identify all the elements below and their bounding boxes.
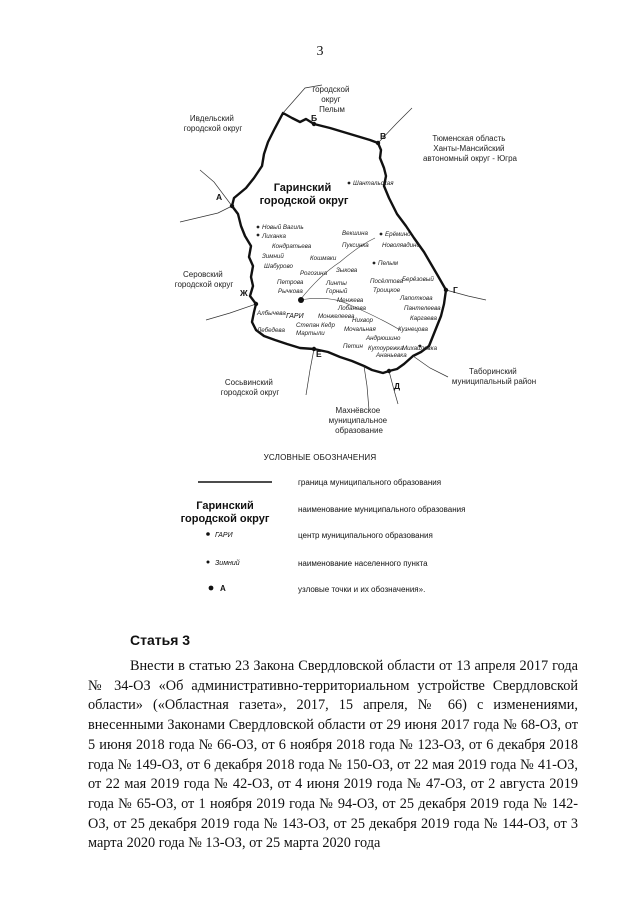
legend-desc-settlement: наименование населенного пункта — [298, 559, 428, 568]
settlement-label: Михайловка — [402, 345, 438, 352]
page-number: 3 — [316, 44, 324, 59]
neighbor-label-ivdel: Ивдельский городской округ — [183, 114, 243, 133]
legend-name-sample: Гаринский городской округ — [180, 500, 270, 525]
settlement-label: Горный — [326, 288, 348, 295]
node-label-b: Б — [311, 113, 318, 123]
settlement-label: Шабурово — [264, 263, 293, 270]
settlement-label: Лиханка — [262, 233, 286, 240]
settlement-label: Ананьевка — [376, 352, 407, 359]
settlement-label: Берёзовый — [402, 276, 434, 283]
settlement-label: Кузнецова — [398, 326, 428, 333]
center-marker — [298, 297, 304, 303]
settlement-label: Пуксинка — [342, 242, 369, 249]
settlement-label: Пантелеева — [404, 305, 441, 312]
settlement-label: Мартыли — [296, 330, 325, 337]
settlement-label: Рогозина — [300, 270, 328, 277]
settlement-label: Новолявдино — [382, 242, 420, 249]
legend-node-sample: А — [220, 584, 226, 593]
settlement-label: Нихвор — [352, 317, 373, 324]
settlement-label: Посёлтова — [370, 278, 404, 285]
settlement-label: Петрова — [277, 279, 304, 286]
settlement-label: Кондратьева — [272, 243, 312, 250]
district-name: Гаринский городской округ — [259, 182, 349, 207]
legend-node-dot — [209, 586, 214, 591]
legend-desc-center: центр муниципального образования — [298, 531, 433, 540]
node-label-e: Е — [316, 349, 322, 359]
settlement-label: Зимний — [262, 253, 284, 260]
settlement-label: Мочальная — [344, 326, 376, 333]
neighbor-label-pelym: городской округ Пелым — [312, 85, 350, 114]
article-paragraph: Внести в статью 23 Закона Свердловской области от 13 апреля 2017 года № 34-ОЗ «Об административно-территориальном устройстве Свердловской области» («Областная газета», 2017, 15 апреля, № 66) с изменениями, внесенными Законами Свердловской области от 29 июня 2017 года № 68-ОЗ, от 5 июня 2018 года № 66-ОЗ, от 6 ноября 2018 года № 123-ОЗ, от 6 декабря 2018 года № 149-ОЗ, от 6 декабря 2018 года № 150-ОЗ, от 22 мая 2019 года № 41-ОЗ, от 22 мая 2019 года № 42-ОЗ, от 4 июня 2019 года № 47-ОЗ, от 2 августа 2019 года № 65-ОЗ, от 1 ноября 2019 года № 94-ОЗ, от 25 декабря 2019 года № 142-ОЗ, от 25 декабря 2019 года № 143-ОЗ, от 25 декабря 2019 года № 144-ОЗ, от 3 марта 2020 года № 13-ОЗ, от 25 марта 2020 года — [88, 658, 578, 852]
neighbor-label-makhnevo: Махнёвское муниципальное образование — [328, 406, 388, 435]
center-label: ГАРИ — [286, 313, 304, 320]
node-label-zh: Ж — [240, 288, 248, 298]
settlement-label: Кутоурежка — [368, 345, 404, 352]
legend-title: УСЛОВНЫЕ ОБОЗНАЧЕНИЯ — [263, 453, 377, 462]
settlement-label: Менжева — [337, 297, 364, 304]
settlement-label: Линты — [326, 280, 347, 287]
settlement-label: Степан Кедр — [296, 322, 335, 329]
node-label-a: А — [216, 192, 223, 202]
settlement-label: Зыкова — [336, 267, 358, 274]
settlement-label: Кошмаки — [310, 255, 337, 262]
legend-samples — [198, 482, 272, 593]
legend-desc-border: граница муниципального образования — [298, 478, 442, 487]
settlement-label: Ерёмино — [385, 231, 411, 238]
node-label-g: Г — [453, 285, 458, 295]
settlement-label: Шантальская — [353, 180, 394, 187]
article-body — [88, 657, 578, 854]
legend-settlement-dot — [207, 561, 210, 564]
neighbor-label-tyumen: Тюменская область Ханты-Мансийский автономный округ - Югра — [422, 134, 518, 163]
legend-settlement-sample: Зимний — [215, 560, 240, 567]
node-label-d: Д — [394, 381, 401, 391]
settlement-label: Рычкова — [278, 288, 303, 295]
settlement-label: Андрюшино — [366, 335, 401, 342]
settlement-label: Лебедева — [257, 327, 285, 334]
neighbor-label-serov: Серовский городской округ — [174, 270, 234, 289]
legend-center-dot — [206, 532, 210, 536]
settlement-label: Лобанова — [338, 305, 366, 312]
settlement-label: Пелым — [378, 260, 399, 267]
settlement-label: Лапоткова — [400, 295, 433, 302]
settlement-label: Каргаева — [410, 315, 437, 322]
settlement-label: Векшина — [342, 230, 368, 237]
settlement-label: Албычева — [257, 310, 286, 317]
legend-desc-name: наименование муниципального образования — [298, 505, 466, 514]
legend-desc-node: узловые точки и их обозначения». — [298, 585, 426, 594]
neighbor-label-tabory: Таборинский муниципальный район — [451, 367, 537, 386]
neighbor-label-sosva: Сосьвинский городской округ — [220, 378, 280, 397]
settlement-label: Троицкое — [373, 287, 401, 294]
legend-center-sample: ГАРИ — [215, 532, 233, 539]
settlement-label: Новый Вагиль — [262, 224, 304, 231]
node-label-v: В — [380, 131, 387, 141]
article-heading: Статья 3 — [130, 632, 191, 648]
settlement-label: Монжелеева — [318, 313, 355, 320]
settlement-label: Петин — [343, 343, 363, 350]
